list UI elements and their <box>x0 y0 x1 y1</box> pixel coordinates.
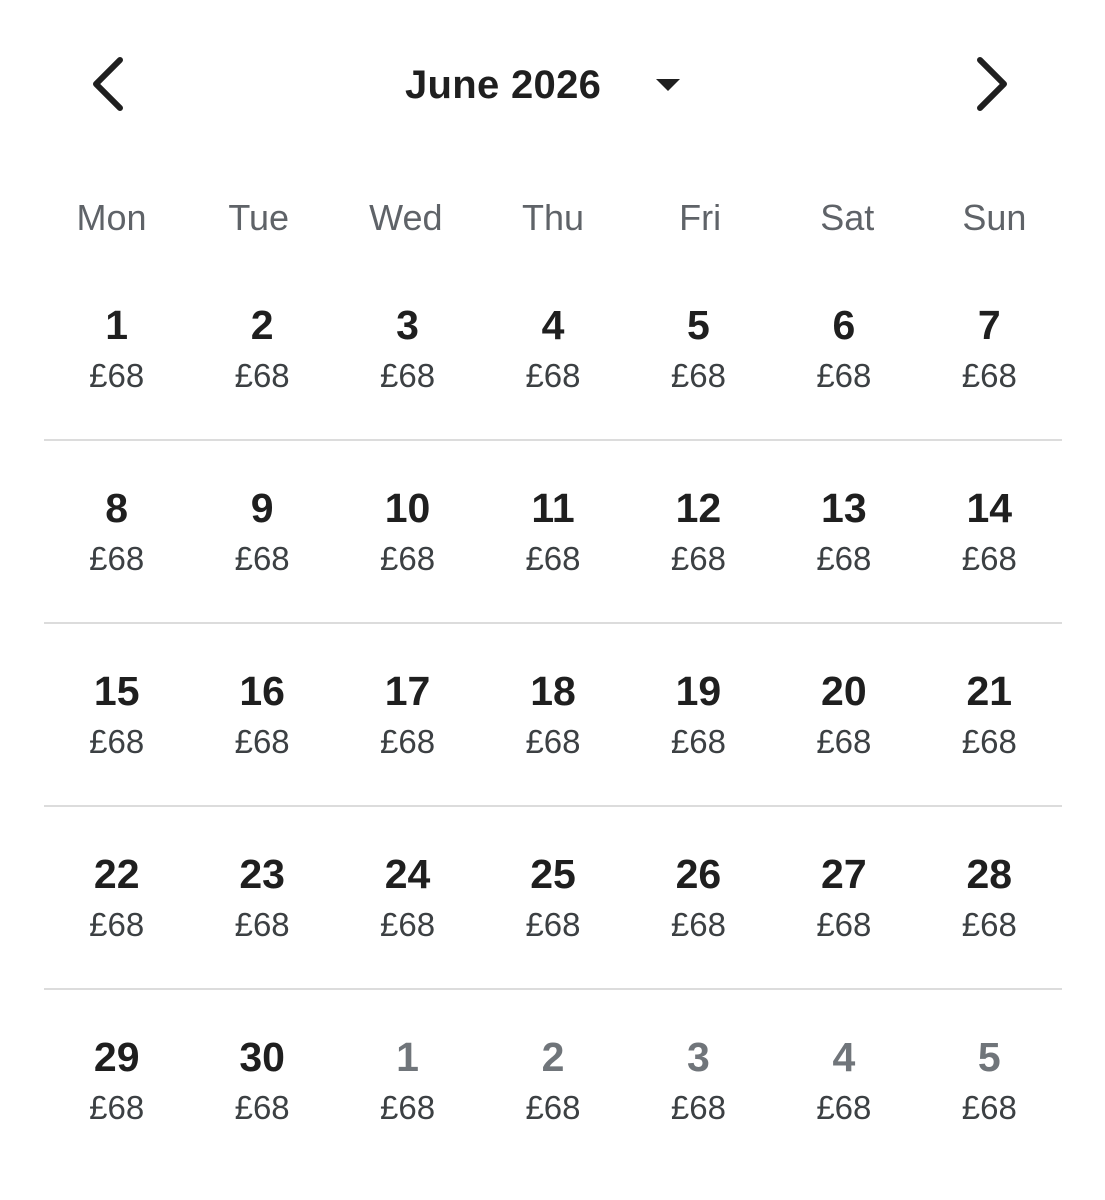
day-cell[interactable] <box>44 441 189 622</box>
day-cell[interactable] <box>189 624 334 805</box>
day-number: 1 <box>105 302 129 348</box>
day-cell[interactable] <box>44 990 189 1173</box>
day-price: £68 <box>816 906 872 943</box>
calendar-grid <box>38 258 1068 1173</box>
day-price: £68 <box>234 357 290 394</box>
day-price: £68 <box>89 540 145 577</box>
next-month-button[interactable] <box>952 44 1032 124</box>
week-row <box>44 624 1062 807</box>
day-price: £68 <box>380 540 436 577</box>
day-cell[interactable] <box>44 807 189 988</box>
day-price: £68 <box>380 1089 436 1126</box>
day-number: 9 <box>250 485 274 531</box>
chevron-right-icon <box>970 54 1014 114</box>
day-price: £68 <box>816 1089 872 1126</box>
day-price: £68 <box>89 1089 145 1126</box>
day-number: 13 <box>821 485 867 531</box>
day-number: 3 <box>396 302 419 348</box>
day-price: £68 <box>234 906 290 943</box>
day-number: 24 <box>384 851 431 897</box>
day-cell[interactable] <box>917 441 1062 622</box>
weekday-label: Thu <box>521 197 585 238</box>
day-price: £68 <box>525 540 581 577</box>
weekday-label: Tue <box>228 197 290 238</box>
day-number: 3 <box>687 1034 710 1080</box>
day-number: 23 <box>239 851 285 897</box>
day-number: 5 <box>977 1034 1001 1080</box>
day-number: 30 <box>239 1034 285 1080</box>
week-row <box>44 990 1062 1173</box>
day-price: £68 <box>670 906 726 943</box>
day-cell-next-month[interactable] <box>335 990 480 1173</box>
day-number: 14 <box>966 485 1013 531</box>
day-cell-next-month[interactable] <box>771 990 916 1173</box>
caret-down-icon <box>653 75 683 95</box>
day-cell[interactable] <box>480 807 625 988</box>
day-price: £68 <box>89 723 145 760</box>
day-cell[interactable] <box>917 258 1062 439</box>
day-cell[interactable] <box>44 624 189 805</box>
day-cell[interactable] <box>189 441 334 622</box>
day-price: £68 <box>961 357 1017 394</box>
day-price: £68 <box>234 723 290 760</box>
day-price: £68 <box>525 357 581 394</box>
day-number: 25 <box>530 851 576 897</box>
day-price: £68 <box>670 1089 726 1126</box>
day-number: 29 <box>93 1034 140 1080</box>
previous-month-button[interactable] <box>68 44 148 124</box>
day-number: 12 <box>675 485 722 531</box>
day-cell[interactable] <box>626 624 771 805</box>
day-cell[interactable] <box>917 807 1062 988</box>
month-selector[interactable] <box>380 50 725 120</box>
day-price: £68 <box>380 357 436 394</box>
day-number: 7 <box>977 302 1001 348</box>
chevron-left-icon <box>86 54 130 114</box>
day-price: £68 <box>961 540 1017 577</box>
day-number: 2 <box>250 302 274 348</box>
day-number: 22 <box>93 851 140 897</box>
day-cell[interactable] <box>626 258 771 439</box>
weekday-label: Fri <box>679 197 722 238</box>
day-price: £68 <box>961 906 1017 943</box>
day-price: £68 <box>816 357 872 394</box>
day-number: 11 <box>531 485 575 531</box>
day-price: £68 <box>89 906 145 943</box>
day-price: £68 <box>525 723 581 760</box>
day-number: 21 <box>966 668 1013 714</box>
day-cell[interactable] <box>189 807 334 988</box>
day-number: 27 <box>821 851 867 897</box>
day-price: £68 <box>670 540 726 577</box>
month-title: June 2026 <box>405 62 602 107</box>
day-price: £68 <box>525 1089 581 1126</box>
day-cell[interactable] <box>335 624 480 805</box>
day-price: £68 <box>234 540 290 577</box>
day-price: £68 <box>961 1089 1017 1126</box>
day-cell[interactable] <box>771 258 916 439</box>
day-cell-next-month[interactable] <box>626 990 771 1173</box>
day-cell-next-month[interactable] <box>480 990 625 1173</box>
week-row <box>44 441 1062 624</box>
week-row <box>44 807 1062 990</box>
day-cell[interactable] <box>771 624 916 805</box>
day-cell[interactable] <box>335 807 480 988</box>
day-cell[interactable] <box>626 441 771 622</box>
day-cell[interactable] <box>771 441 916 622</box>
day-number: 8 <box>105 485 129 531</box>
day-price: £68 <box>961 723 1017 760</box>
day-number: 19 <box>675 668 722 714</box>
day-number: 4 <box>832 1034 856 1080</box>
day-cell[interactable] <box>189 258 334 439</box>
day-cell[interactable] <box>917 624 1062 805</box>
day-price: £68 <box>234 1089 290 1126</box>
day-number: 5 <box>687 302 710 348</box>
day-number: 28 <box>966 851 1013 897</box>
day-cell[interactable] <box>771 807 916 988</box>
week-row <box>44 258 1062 441</box>
day-number: 15 <box>93 668 140 714</box>
day-number: 17 <box>384 668 431 714</box>
day-price: £68 <box>670 357 726 394</box>
day-cell-next-month[interactable] <box>917 990 1062 1173</box>
day-cell[interactable] <box>335 258 480 439</box>
day-price: £68 <box>670 723 726 760</box>
day-number: 1 <box>396 1034 419 1080</box>
weekday-label: Wed <box>369 197 443 238</box>
day-cell[interactable] <box>189 990 334 1173</box>
day-price: £68 <box>89 357 145 394</box>
weekday-label: Mon <box>76 197 147 238</box>
day-price: £68 <box>380 723 436 760</box>
day-cell[interactable] <box>626 807 771 988</box>
day-cell[interactable] <box>44 258 189 439</box>
day-price: £68 <box>525 906 581 943</box>
weekday-label: Sun <box>962 197 1027 238</box>
day-cell[interactable] <box>480 258 625 439</box>
day-price: £68 <box>816 540 872 577</box>
day-cell[interactable] <box>480 624 625 805</box>
day-number: 2 <box>541 1034 565 1080</box>
day-number: 10 <box>384 485 431 531</box>
weekday-header-row <box>38 188 1068 248</box>
day-cell[interactable] <box>335 441 480 622</box>
day-number: 20 <box>821 668 867 714</box>
calendar-header <box>0 0 1105 170</box>
day-number: 4 <box>541 302 565 348</box>
day-number: 16 <box>239 668 285 714</box>
weekday-label: Sat <box>820 197 875 238</box>
day-number: 18 <box>530 668 576 714</box>
day-number: 6 <box>832 302 856 348</box>
day-number: 26 <box>675 851 722 897</box>
day-price: £68 <box>380 906 436 943</box>
day-cell[interactable] <box>480 441 625 622</box>
day-price: £68 <box>816 723 872 760</box>
